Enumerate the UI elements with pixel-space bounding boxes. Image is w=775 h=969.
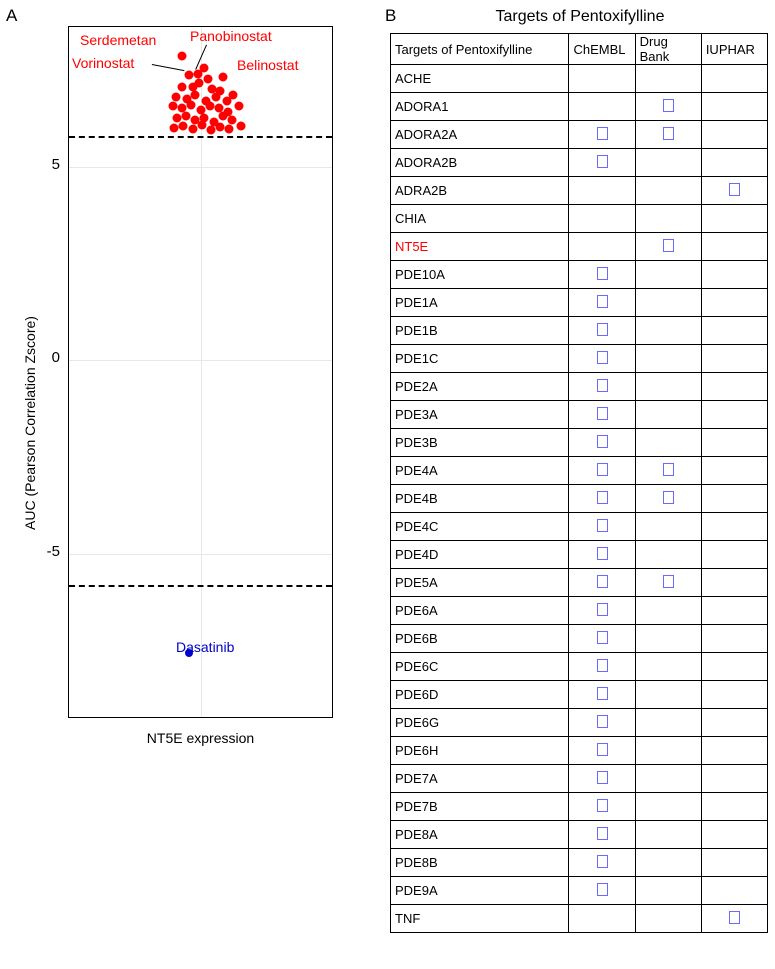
cell-iuphar [701, 149, 767, 177]
table-header-row [391, 34, 768, 65]
table-row [391, 233, 768, 261]
checkbox-icon [597, 295, 608, 308]
table-row [391, 457, 768, 485]
cell-gene-name: PDE3A [391, 401, 569, 429]
cell-iuphar [701, 65, 767, 93]
y-axis-tick-label: -5 [46, 543, 60, 561]
table-row [391, 625, 768, 653]
cell-chembl [569, 765, 635, 793]
cell-drugbank [635, 709, 701, 737]
cell-gene-name: PDE2A [391, 373, 569, 401]
cell-drugbank [635, 485, 701, 513]
significance-threshold-line [69, 136, 332, 138]
checkbox-icon [597, 463, 608, 476]
cell-drugbank [635, 905, 701, 933]
table-row [391, 681, 768, 709]
checkbox-icon [729, 183, 740, 196]
cell-drugbank [635, 821, 701, 849]
cell-gene-name: PDE7A [391, 765, 569, 793]
table-row [391, 737, 768, 765]
panel-a-label: A [6, 6, 18, 25]
cell-gene-name: ADORA2A [391, 121, 569, 149]
cell-gene-name: PDE6D [391, 681, 569, 709]
checkbox-icon [597, 687, 608, 700]
annotation-belinostat: Belinostat [237, 57, 299, 73]
significance-threshold-line [69, 585, 332, 587]
checkbox-icon [597, 631, 608, 644]
cell-iuphar [701, 93, 767, 121]
grid-line-horizontal [69, 167, 332, 168]
cell-gene-name: ADORA2B [391, 149, 569, 177]
cell-drugbank [635, 849, 701, 877]
cell-gene-name: ADORA1 [391, 93, 569, 121]
cell-drugbank [635, 625, 701, 653]
cell-chembl [569, 121, 635, 149]
cell-iuphar [701, 233, 767, 261]
cell-iuphar [701, 569, 767, 597]
cell-iuphar [701, 765, 767, 793]
cell-iuphar [701, 541, 767, 569]
data-point [216, 123, 225, 132]
cell-drugbank [635, 289, 701, 317]
table-row [391, 177, 768, 205]
checkbox-icon [663, 463, 674, 476]
grid-line-horizontal [69, 554, 332, 555]
checkbox-icon [597, 827, 608, 840]
cell-drugbank [635, 793, 701, 821]
table-row [391, 149, 768, 177]
cell-iuphar [701, 317, 767, 345]
column-header-iuphar: IUPHAR [701, 34, 767, 65]
data-point [179, 121, 188, 130]
cell-drugbank [635, 541, 701, 569]
table-row [391, 793, 768, 821]
cell-chembl [569, 317, 635, 345]
data-point [193, 69, 202, 78]
cell-gene-name: PDE3B [391, 429, 569, 457]
cell-gene-name: PDE6C [391, 653, 569, 681]
cell-iuphar [701, 709, 767, 737]
column-header-drugbank: Drug Bank [635, 34, 701, 65]
cell-drugbank [635, 65, 701, 93]
checkbox-icon [597, 323, 608, 336]
table-row [391, 849, 768, 877]
cell-iuphar [701, 597, 767, 625]
cell-chembl [569, 261, 635, 289]
data-point [182, 112, 191, 121]
cell-chembl [569, 905, 635, 933]
table-row [391, 93, 768, 121]
data-point [171, 92, 180, 101]
cell-iuphar [701, 485, 767, 513]
cell-chembl [569, 345, 635, 373]
cell-chembl [569, 569, 635, 597]
cell-chembl [569, 849, 635, 877]
checkbox-icon [597, 799, 608, 812]
table-row [391, 905, 768, 933]
data-point [191, 90, 200, 99]
cell-gene-name: PDE1A [391, 289, 569, 317]
checkbox-icon [729, 911, 740, 924]
table-row [391, 485, 768, 513]
cell-chembl [569, 485, 635, 513]
checkbox-icon [597, 267, 608, 280]
cell-gene-name: PDE4D [391, 541, 569, 569]
cell-gene-name: PDE6A [391, 597, 569, 625]
table-row [391, 765, 768, 793]
checkbox-icon [597, 883, 608, 896]
table-title: Targets of Pentoxifylline [495, 8, 665, 25]
checkbox-icon [597, 855, 608, 868]
cell-chembl [569, 93, 635, 121]
cell-iuphar [701, 793, 767, 821]
targets-table [390, 33, 768, 933]
cell-chembl [569, 289, 635, 317]
data-point [229, 90, 238, 99]
cell-chembl [569, 65, 635, 93]
cell-chembl [569, 737, 635, 765]
cell-chembl [569, 149, 635, 177]
cell-drugbank [635, 457, 701, 485]
table-row [391, 345, 768, 373]
cell-gene-name: CHIA [391, 205, 569, 233]
checkbox-icon [597, 659, 608, 672]
y-axis-tick-label: 5 [51, 155, 60, 173]
cell-gene-name: ADRA2B [391, 177, 569, 205]
cell-iuphar [701, 121, 767, 149]
cell-gene-name: PDE4C [391, 513, 569, 541]
table-row [391, 401, 768, 429]
cell-chembl [569, 513, 635, 541]
cell-drugbank [635, 205, 701, 233]
cell-gene-name: PDE8B [391, 849, 569, 877]
table-row [391, 653, 768, 681]
checkbox-icon [663, 239, 674, 252]
cell-chembl [569, 233, 635, 261]
checkbox-icon [597, 351, 608, 364]
cell-iuphar [701, 401, 767, 429]
y-axis-tick-label: 0 [51, 349, 60, 367]
data-point [178, 83, 187, 92]
checkbox-icon [597, 491, 608, 504]
cell-chembl [569, 429, 635, 457]
table-row [391, 877, 768, 905]
cell-iuphar [701, 625, 767, 653]
table-row [391, 541, 768, 569]
checkbox-icon [597, 771, 608, 784]
table-row [391, 597, 768, 625]
column-header-target: Targets of Pentoxifylline [391, 34, 569, 65]
cell-iuphar [701, 345, 767, 373]
cell-iuphar [701, 205, 767, 233]
checkbox-icon [597, 379, 608, 392]
cell-gene-name: PDE6G [391, 709, 569, 737]
cell-drugbank [635, 597, 701, 625]
cell-gene-name: PDE6H [391, 737, 569, 765]
cell-gene-name: PDE1B [391, 317, 569, 345]
cell-gene-name: NT5E [391, 233, 569, 261]
data-point [228, 116, 237, 125]
data-point [212, 92, 221, 101]
data-point [207, 125, 216, 134]
cell-drugbank [635, 149, 701, 177]
cell-chembl [569, 653, 635, 681]
annotation-panobinostat: Panobinostat [190, 28, 272, 44]
cell-drugbank [635, 345, 701, 373]
table-row [391, 289, 768, 317]
cell-drugbank [635, 681, 701, 709]
cell-chembl [569, 625, 635, 653]
cell-chembl [569, 541, 635, 569]
data-point [204, 75, 213, 84]
panel-b-label: B [385, 6, 397, 25]
data-point-vorinostat [184, 71, 193, 80]
cell-iuphar [701, 373, 767, 401]
checkbox-icon [597, 743, 608, 756]
cell-drugbank [635, 513, 701, 541]
cell-drugbank [635, 261, 701, 289]
data-point [197, 120, 206, 129]
grid-line-horizontal [69, 360, 332, 361]
checkbox-icon [597, 575, 608, 588]
cell-drugbank [635, 429, 701, 457]
cell-iuphar [701, 177, 767, 205]
table-row [391, 709, 768, 737]
cell-iuphar [701, 289, 767, 317]
checkbox-icon [597, 127, 608, 140]
checkbox-icon [663, 575, 674, 588]
table-row [391, 121, 768, 149]
cell-chembl [569, 793, 635, 821]
grid-line-vertical [201, 27, 202, 717]
y-axis-title: AUC (Pearson Correlation Zscore) [22, 316, 38, 530]
cell-chembl [569, 401, 635, 429]
data-point-serdemetan [178, 52, 187, 61]
data-point [188, 124, 197, 133]
scatter-plot [68, 26, 333, 718]
checkbox-icon [597, 519, 608, 532]
data-point [234, 102, 243, 111]
data-point [218, 112, 227, 121]
cell-drugbank [635, 401, 701, 429]
annotation-dasatinib: Dasatinib [176, 639, 235, 655]
cell-chembl [569, 681, 635, 709]
table-row [391, 261, 768, 289]
cell-iuphar [701, 681, 767, 709]
checkbox-icon [597, 407, 608, 420]
cell-drugbank [635, 317, 701, 345]
cell-drugbank [635, 373, 701, 401]
cell-chembl [569, 205, 635, 233]
cell-gene-name: PDE9A [391, 877, 569, 905]
x-axis-title: NT5E expression [146, 730, 255, 746]
column-header-chembl: ChEMBL [569, 34, 635, 65]
cell-drugbank [635, 177, 701, 205]
checkbox-icon [597, 435, 608, 448]
cell-gene-name: PDE10A [391, 261, 569, 289]
data-point [168, 102, 177, 111]
checkbox-icon [597, 547, 608, 560]
data-point-belinostat [218, 73, 227, 82]
cell-drugbank [635, 653, 701, 681]
cell-iuphar [701, 877, 767, 905]
cell-chembl [569, 177, 635, 205]
checkbox-icon [597, 155, 608, 168]
table-row [391, 513, 768, 541]
cell-iuphar [701, 429, 767, 457]
cell-drugbank [635, 121, 701, 149]
cell-gene-name: PDE1C [391, 345, 569, 373]
cell-iuphar [701, 457, 767, 485]
cell-chembl [569, 821, 635, 849]
checkbox-icon [663, 99, 674, 112]
table-row [391, 205, 768, 233]
cell-gene-name: PDE8A [391, 821, 569, 849]
cell-drugbank [635, 233, 701, 261]
cell-gene-name: PDE7B [391, 793, 569, 821]
cell-chembl [569, 597, 635, 625]
table-row [391, 821, 768, 849]
table-row [391, 569, 768, 597]
cell-gene-name: PDE5A [391, 569, 569, 597]
cell-gene-name: PDE4B [391, 485, 569, 513]
annotation-serdemetan: Serdemetan [80, 32, 157, 48]
table-row [391, 65, 768, 93]
cell-chembl [569, 709, 635, 737]
cell-drugbank [635, 569, 701, 597]
checkbox-icon [597, 715, 608, 728]
annotation-vorinostat: Vorinostat [72, 55, 135, 71]
checkbox-icon [663, 127, 674, 140]
data-point [225, 124, 234, 133]
table-row [391, 373, 768, 401]
cell-iuphar [701, 737, 767, 765]
cell-drugbank [635, 737, 701, 765]
cell-iuphar [701, 653, 767, 681]
cell-drugbank [635, 765, 701, 793]
data-point [195, 79, 204, 88]
cell-gene-name: TNF [391, 905, 569, 933]
data-point [187, 100, 196, 109]
cell-iuphar [701, 905, 767, 933]
checkbox-icon [597, 603, 608, 616]
table-row [391, 429, 768, 457]
cell-gene-name: PDE6B [391, 625, 569, 653]
checkbox-icon [663, 491, 674, 504]
data-point [205, 102, 214, 111]
cell-iuphar [701, 849, 767, 877]
cell-chembl [569, 457, 635, 485]
cell-chembl [569, 373, 635, 401]
data-point [170, 123, 179, 132]
cell-iuphar [701, 513, 767, 541]
cell-chembl [569, 877, 635, 905]
cell-gene-name: ACHE [391, 65, 569, 93]
cell-iuphar [701, 821, 767, 849]
table-row [391, 317, 768, 345]
targets-table-wrapper [390, 33, 768, 933]
cell-iuphar [701, 261, 767, 289]
cell-gene-name: PDE4A [391, 457, 569, 485]
cell-drugbank [635, 93, 701, 121]
cell-drugbank [635, 877, 701, 905]
data-point [237, 121, 246, 130]
